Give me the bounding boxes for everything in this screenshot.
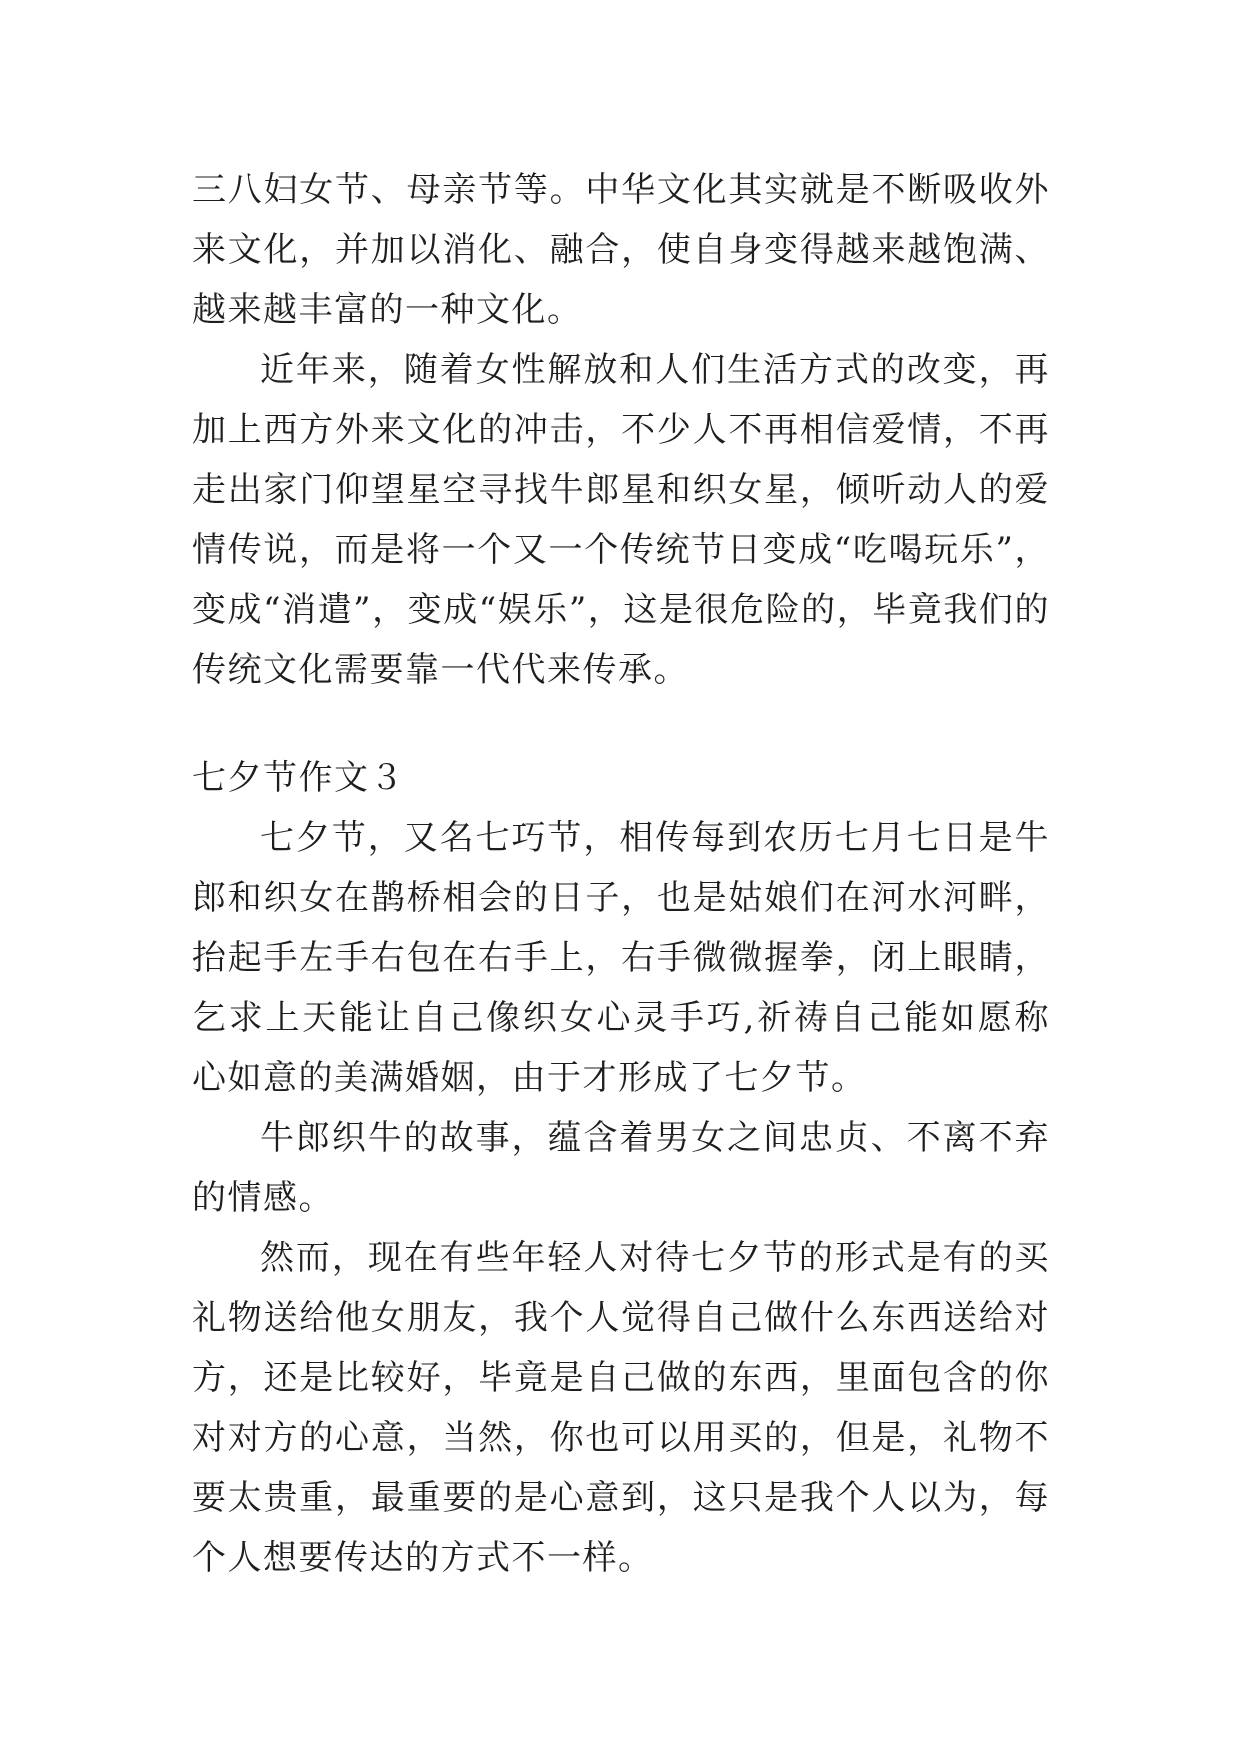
paragraph: 近年来，随着女性解放和人们生活方式的改变，再加上西方外来文化的冲击，不少人不再相信爱情，不再走出家门仰望星空寻找牛郎星和织女星，倾听动人的爱情传说，而是将一个又一个传统节日变成“吃喝玩乐”，变成“消遣”，变成“娱乐”，这是很危险的，毕竟我们的传统文化需要靠一代代来传承。 [192,350,1050,690]
paragraph: 三八妇女节、母亲节等。中华文化其实就是不断吸收外来文化，并加以消化、融合，使自身变得越来越饱满、越来越丰富的一种文化。 [192,170,1050,330]
paragraph: 七夕节，又名七巧节，相传每到农历七月七日是牛郎和织女在鹊桥相会的日子，也是姑娘们在河水河畔，抬起手左手右包在右手上，右手微微握拳，闭上眼睛，乞求上天能让自己像织女心灵手巧,祈祷自己能如愿称心如意的美满婚姻，由于才形成了七夕节。 [192,818,1050,1098]
paragraph: 牛郎织牛的故事，蕴含着男女之间忠贞、不离不弃的情感。 [192,1118,1050,1218]
section-heading: 七夕节作文３ [192,758,405,798]
document-body [192,160,1050,1588]
paragraph: 然而，现在有些年轻人对待七夕节的形式是有的买礼物送给他女朋友，我个人觉得自己做什么东西送给对方，还是比较好，毕竟是自己做的东西，里面包含的你对对方的心意，当然，你也可以用买的，但是，礼物不要太贵重，最重要的是心意到，这只是我个人以为，每个人想要传达的方式不一样。 [192,1238,1050,1578]
